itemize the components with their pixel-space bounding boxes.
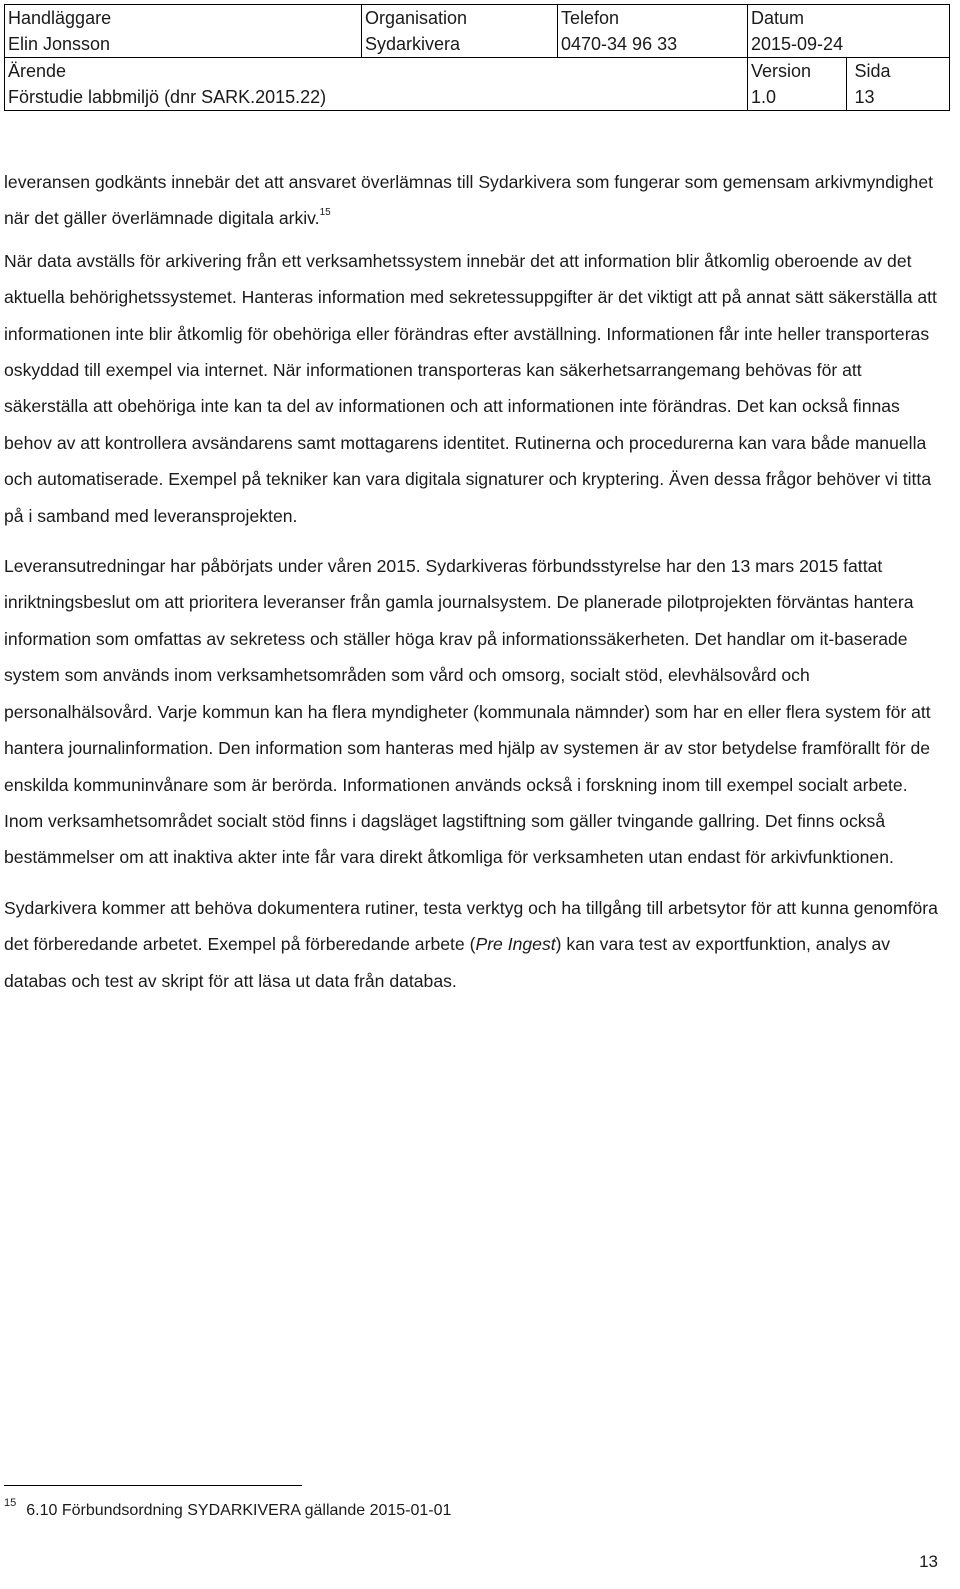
paragraph-1-text: leveransen godkänts innebär det att ansvaret överlämnas till Sydarkivera som fungerar som gemensam arkivmyndighet när det gäller överlämnade digitala arkiv. (4, 172, 934, 229)
telefon-label: Telefon (561, 8, 620, 28)
header-row-1 (5, 5, 950, 58)
sida-label: Sida (854, 61, 891, 81)
footnote-ref-15[interactable]: 15 (319, 207, 331, 219)
paragraph-1 (4, 164, 948, 237)
version-value: 1.0 (751, 87, 777, 107)
version-label: Version (751, 61, 812, 81)
arende-label: Ärende (8, 61, 67, 81)
organisation-value: Sydarkivera (365, 34, 461, 54)
paragraph-4-text-before: Sydarkivera kommer att behöva dokumentera rutiner, testa verktyg och ha tillgång till arbetsytor för att kunna genomföra det förberedande arbetet. Exempel på förberedande arbete ( (4, 897, 938, 955)
handlaggare-value: Elin Jonsson (8, 34, 111, 54)
sida-value: 13 (854, 87, 875, 107)
datum-label: Datum (751, 8, 805, 28)
document-header-table (4, 4, 950, 111)
page-number: 13 (919, 1552, 938, 1571)
datum-value: 2015-09-24 (751, 34, 844, 54)
telefon-value: 0470-34 96 33 (561, 34, 678, 54)
paragraph-3: Leveransutredningar har påbörjats under våren 2015. Sydarkiveras förbundsstyrelse har den 13 mars 2015 fattat inriktningsbeslut om att prioritera leveranser från gamla journalsystem. De planerade pilotprojekten förväntas hantera information som omfattas av sekretess och ställer höga krav på informationssäkerheten. Det handlar om it-baserade system som används inom verksamhetsområden som vård och omsorg, socialt stöd, elevhälsovård och personalhälsovård. Varje kommun kan ha flera myndigheter (kommunala nämnder) som har en eller flera system för att hantera journalinformation. Den information som hanteras med hjälp av systemen är av stor betydelse framförallt för de enskilda kommuninvånare som är berörda. Informationen används också i forskning inom till exempel socialt arbete. Inom verksamhetsområdet socialt stöd finns i dagsläget lagstiftning som gäller tvingande gallring. Det finns också bestämmelser om att inaktiva akter inte får vara direkt åtkomliga för verksamheten utan endast för arkivfunktionen. (4, 556, 931, 868)
header-row-2 (5, 58, 950, 111)
footnote-number: 15 (4, 1497, 17, 1509)
footnote-text: 6.10 Förbundsordning SYDARKIVERA gällande 2015-01-01 (26, 1502, 452, 1519)
organisation-cell (362, 5, 558, 58)
arende-cell (5, 58, 748, 111)
handlaggare-label: Handläggare (8, 8, 112, 28)
paragraph-2: När data avställs för arkivering från ett verksamhetssystem innebär det att information blir åtkomlig oberoende av det aktuella behörighetssystemet. Hanteras information med sekretessuppgifter är det viktigt att på annat sätt säkerställa att informationen inte blir åtkomlig för obehöriga eller förändras efter avställning. Informationen får inte heller transporteras oskyddad till exempel via internet. När informationen transporteras kan säkerhetsarrangemang behövas för att säkerställa att obehöriga inte kan ta del av informationen och att informationen inte förändras. Det kan också finnas behov av att kontrollera avsändarens samt mottagarens identitet. Rutinerna och procedurerna kan vara både manuella och automatiserade. Exempel på tekniker kan vara digitala signaturer och kryptering. Även dessa frågor behöver vi titta på i samband med leveransprojekten. (4, 250, 937, 526)
datum-cell (748, 5, 950, 58)
pre-ingest-term: Pre Ingest (475, 934, 556, 955)
version-sida-cell (748, 58, 950, 111)
arende-value: Förstudie labbmiljö (dnr SARK.2015.22) (8, 87, 327, 107)
paragraph-4-text-after: ) kan vara test av exportfunktion, analys av databas och test av skript för att läsa ut data från databas. (4, 934, 891, 991)
organisation-label: Organisation (365, 8, 468, 28)
sida-cell (846, 58, 950, 110)
version-cell (748, 58, 846, 110)
footnote-15 (4, 1499, 451, 1523)
handlaggare-cell (5, 5, 362, 58)
telefon-cell (558, 5, 748, 58)
document-body (4, 164, 948, 1013)
paragraph-4 (4, 890, 948, 999)
footnote-separator (4, 1485, 302, 1486)
